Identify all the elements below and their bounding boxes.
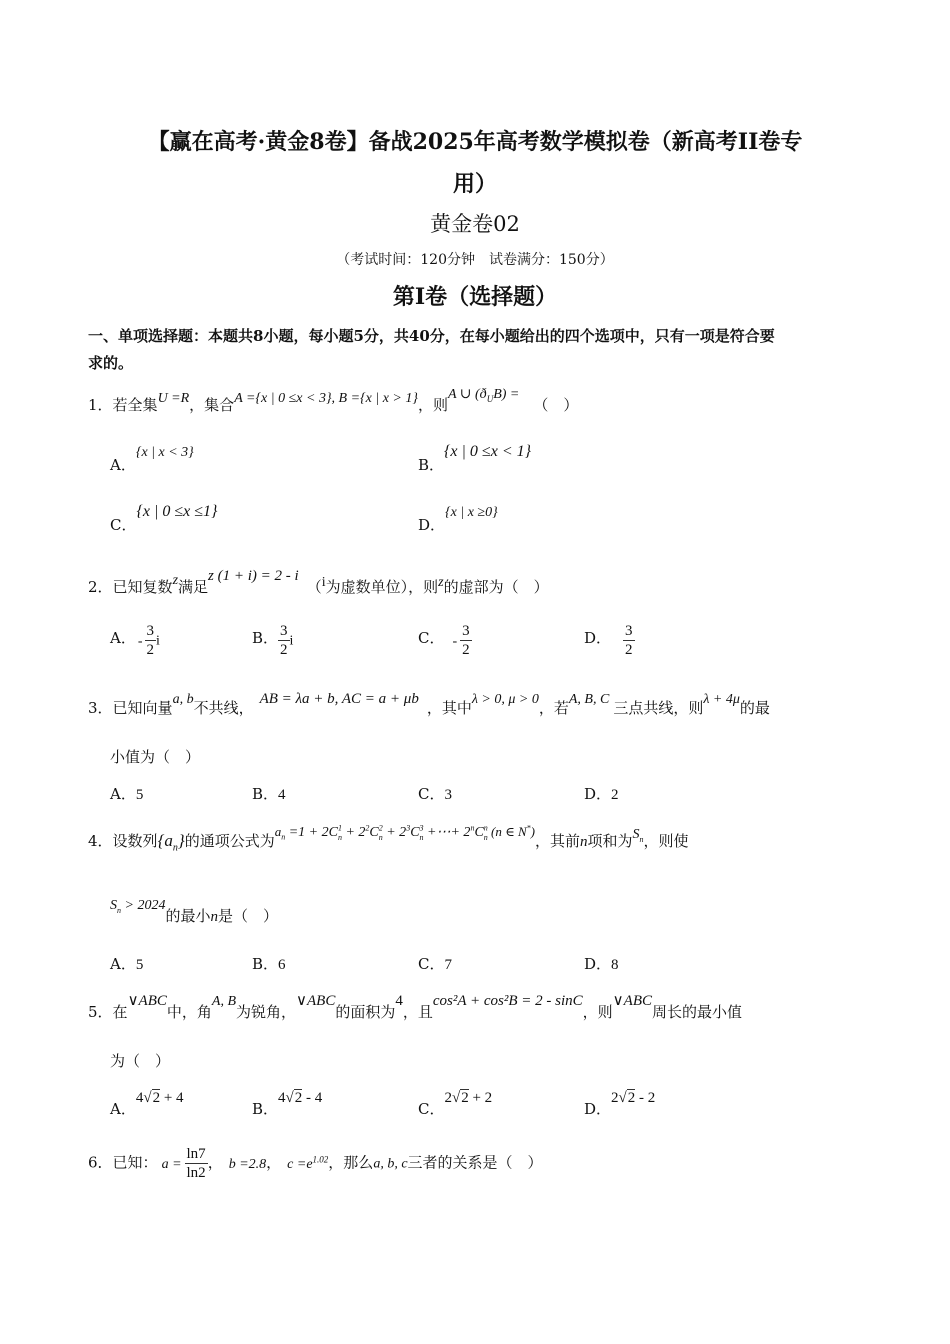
question-4 [88, 823, 689, 854]
option-fraction: $\frac{3}{2}$ [146, 623, 155, 658]
question-text: 不共线， [193, 699, 254, 717]
option-math: {x | x < 3} [135, 445, 194, 460]
q1-option-b[interactable] [418, 443, 532, 475]
option-label: D． [418, 516, 446, 534]
math-expression: n [580, 834, 588, 850]
option-label: B． [252, 955, 279, 973]
q2-option-c[interactable] [418, 622, 472, 659]
question-number: 1． [88, 396, 113, 414]
option-math: 4√2 + 4 [135, 1090, 184, 1106]
q3-option-c[interactable] [418, 783, 452, 804]
option-label: A． [110, 785, 136, 803]
question-3-line-2: 小值为（ ） [110, 748, 201, 766]
question-text: 若全集 [112, 396, 158, 414]
option-fraction: $\frac{3}{2}$ [625, 623, 633, 658]
math-expression: cos²A + cos²B = 2 - sinC [432, 993, 583, 1009]
math-expression: A, B, C [568, 692, 610, 707]
option-label: C． [110, 516, 137, 534]
q3-option-b[interactable] [252, 783, 286, 804]
option-label: A． [110, 456, 136, 474]
question-text: 已知复数 [112, 578, 173, 596]
q3-option-d[interactable] [584, 783, 619, 804]
option-value: 4 [278, 787, 286, 803]
math-expression: ∨ABC [612, 993, 652, 1009]
q4-option-a[interactable] [110, 953, 143, 974]
option-label: D． [584, 1100, 612, 1118]
option-value: 8 [611, 957, 619, 973]
question-text: ，且 [402, 1003, 433, 1021]
option-label: C． [418, 955, 445, 973]
q5-option-a[interactable] [110, 1090, 184, 1119]
q4-option-d[interactable] [584, 953, 619, 974]
question-text: 为锐角， [236, 1003, 297, 1021]
question-text: 的最 [739, 699, 770, 717]
question-3 [88, 691, 770, 718]
question-text: 为虚数单位），则 [325, 578, 439, 596]
q1-option-a[interactable] [110, 445, 194, 475]
option-label: A． [110, 628, 136, 647]
option-sign: - [452, 633, 458, 649]
option-math: {x | 0 ≤x < 1} [444, 443, 532, 460]
question-text: 三者的关系是（ ） [407, 1153, 543, 1172]
question-text: 的通项公式为 [184, 832, 275, 850]
q5-option-b[interactable] [252, 1090, 323, 1119]
question-2 [88, 568, 549, 597]
option-value: 5 [135, 787, 144, 803]
option-label: D． [584, 785, 612, 803]
question-text: 设数列 [112, 832, 158, 850]
option-label: D． [584, 955, 612, 973]
option-fraction: $\frac{3}{2}$ [280, 623, 288, 658]
question-text: 是（ ） [217, 907, 278, 925]
option-math: 2√2 - 2 [611, 1090, 656, 1106]
question-text: 已知： [112, 1153, 158, 1172]
question-6 [88, 1145, 543, 1182]
question-text: ，其中 [426, 699, 472, 717]
question-text: 项和为 [587, 832, 633, 850]
question-text: 三点共线，则 [613, 699, 704, 717]
option-label: A． [110, 955, 136, 973]
question-text: （ [306, 578, 322, 596]
exam-info: （考试时间：120分钟 试卷满分：150分） [336, 252, 614, 268]
option-math: 2√2 + 2 [444, 1090, 493, 1106]
answer-parentheses: （ ） [533, 396, 579, 414]
q1-option-c[interactable] [110, 503, 218, 535]
question-text: ，集合 [189, 396, 235, 414]
math-expression: n [210, 909, 218, 925]
q2-option-b[interactable] [252, 622, 293, 659]
option-label: C． [418, 1100, 445, 1118]
math-expression: a = [161, 1156, 182, 1172]
question-text: ，那么 [328, 1153, 374, 1172]
option-value: 3 [444, 787, 452, 803]
question-number: 4． [88, 832, 113, 850]
question-number: 3． [88, 699, 113, 717]
math-expression: ∨ABC [127, 993, 167, 1009]
math-expression: λ > 0, μ > 0 [471, 692, 539, 707]
option-suffix: i [156, 633, 160, 649]
subtitle: 黄金卷02 [430, 212, 520, 236]
q4-option-c[interactable] [418, 953, 452, 974]
q3-option-a[interactable] [110, 783, 143, 804]
instructions-line-2: 求的。 [88, 354, 134, 372]
math-expression: U =R [157, 391, 190, 406]
math-expression: b =2.8 [228, 1156, 267, 1172]
math-expression: A ∪ $(ð_UB)$ = [447, 387, 520, 404]
question-text: ，则 [417, 396, 448, 414]
option-math: 4√2 - 4 [278, 1090, 323, 1106]
question-4-line-2 [110, 898, 278, 927]
math-expression: ∨ABC [296, 993, 336, 1009]
option-value: 6 [278, 957, 286, 973]
math-expression: a, b, c [373, 1156, 408, 1172]
math-expression: λ + 4μ [703, 692, 740, 707]
question-text: 在 [112, 1003, 128, 1021]
q2-option-d[interactable] [584, 622, 635, 659]
math-expression: $S_n$ [632, 827, 644, 844]
math-expression: A, B [211, 994, 236, 1009]
option-label: A． [110, 1100, 136, 1118]
question-text: ，则 [582, 1003, 613, 1021]
question-text: 的虚部为（ ） [443, 578, 549, 596]
question-1 [88, 387, 579, 416]
math-expression: 4 [395, 993, 403, 1009]
q5-option-c[interactable] [418, 1090, 493, 1119]
math-expression: z [438, 575, 444, 590]
math-expression: i [321, 575, 326, 590]
title-line-1: 【赢在高考·黄金8卷】备战2025年高考数学模拟卷（新高考II卷专 [147, 129, 803, 155]
question-number: 6． [88, 1153, 113, 1172]
option-value: 5 [135, 957, 144, 973]
option-math: {x | 0 ≤x ≤1} [136, 503, 218, 520]
math-expression: $a_n =1 + 2C^1_n + 2^2C^2_n + 2^3C^3_n$ +⋯+ $2^nC^n_n$ (n ∈ N*) [274, 823, 535, 842]
question-text: ， [207, 1153, 223, 1172]
question-text: 周长的最小值 [651, 1003, 742, 1021]
q4-option-b[interactable] [252, 953, 286, 974]
option-label: B． [252, 1100, 279, 1118]
question-5-line-2: 为（ ） [110, 1052, 171, 1070]
q5-option-d[interactable] [584, 1090, 656, 1119]
question-text: ，其前 [535, 832, 581, 850]
option-math: {x | x ≥0} [445, 505, 498, 520]
question-5 [88, 993, 742, 1022]
option-sign: - [137, 633, 143, 649]
option-label: C． [418, 785, 445, 803]
option-value: 7 [444, 957, 452, 973]
question-text: ， [266, 1153, 282, 1172]
math-expression: $c =e^{1.02}$ [287, 1153, 329, 1172]
math-expression: a, b [172, 692, 194, 707]
section-title: 第I卷（选择题） [392, 284, 558, 310]
question-text: ，若 [538, 699, 569, 717]
math-expression: $\{a_n\}$ [157, 831, 185, 854]
math-expression: $S_n > 2024$ [110, 898, 166, 915]
option-suffix: i [289, 633, 294, 649]
math-expression: z [172, 573, 179, 588]
question-text: ，则使 [643, 832, 689, 850]
question-number: 5． [88, 1003, 113, 1021]
question-text: 的面积为 [335, 1003, 396, 1021]
question-text: 中，角 [166, 1003, 212, 1021]
title-line-2: 用） [452, 171, 497, 197]
math-expression: A ={x | 0 ≤x < 3}, B ={x | x > 1} [234, 391, 418, 406]
option-label: B． [252, 628, 279, 647]
option-label: C． [418, 628, 445, 647]
q1-option-d[interactable] [418, 505, 498, 535]
option-label: B． [418, 456, 445, 474]
question-number: 2． [88, 578, 113, 596]
question-text: 的最小 [165, 907, 211, 925]
math-expression: z (1 + i) = 2 - i [208, 568, 299, 584]
q2-option-a[interactable] [110, 622, 160, 659]
instructions-line-1: 一、单项选择题：本题共8小题，每小题5分，共40分，在每小题给出的四个选项中，只有一项是符合要 [88, 327, 775, 345]
question-text: 满足 [178, 578, 209, 596]
math-fraction: $\frac{\ln 7}{\ln 2}$ [186, 1146, 206, 1181]
option-value: 2 [611, 787, 619, 803]
question-text: 已知向量 [112, 699, 173, 717]
option-label: D． [584, 628, 612, 647]
math-expression: AB = λa + b, AC = a + μb [259, 691, 419, 707]
option-fraction: $\frac{3}{2}$ [462, 623, 470, 658]
option-label: B． [252, 785, 279, 803]
